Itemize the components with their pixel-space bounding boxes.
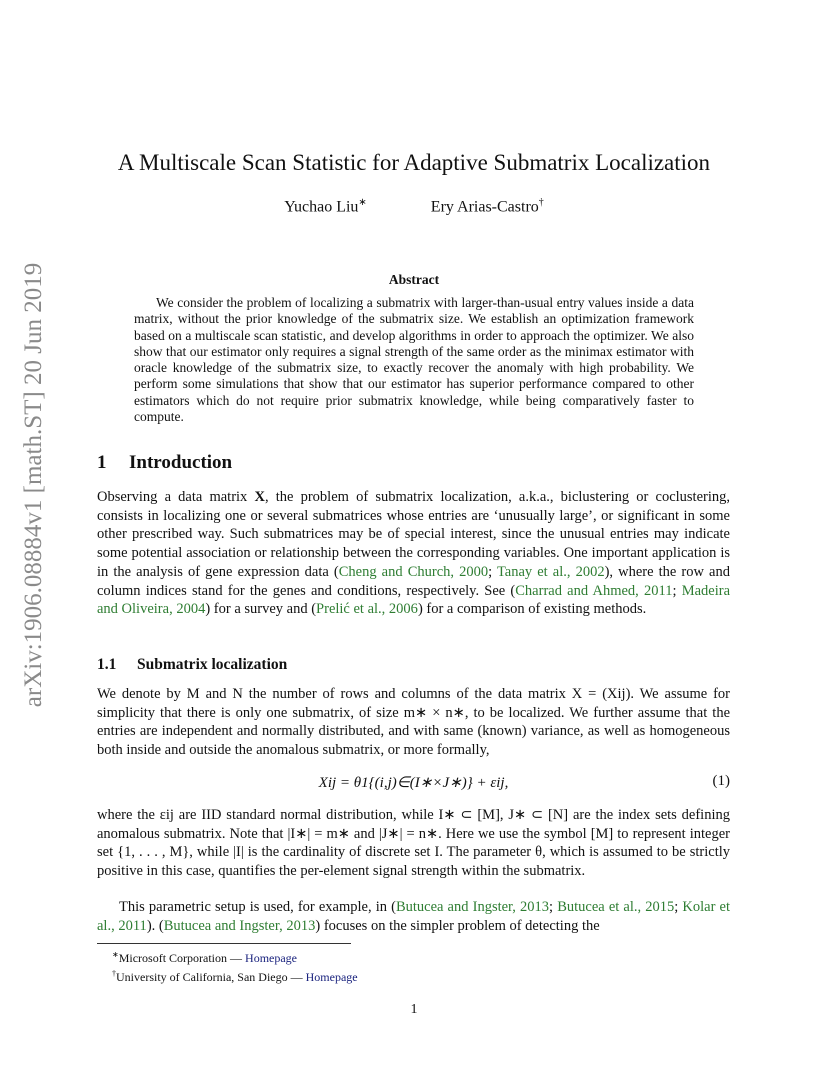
model-paragraph: We denote by M and N the number of rows and columns of the data matrix X = (Xij). We assume for simplicity that there is only one submatrix, of size m∗ × n∗, to be localized. We further assume that the entries are independent and normally distributed, and with same (known) variance, as well as homogeneous both inside and outside the anomalous submatrix, or more formally, [97, 686, 730, 759]
page-number: 1 [410, 1002, 418, 1017]
footnote [112, 947, 358, 966]
equation-formula: Xij = θ1{(i,j)∈(I∗×J∗)} + εij, [318, 775, 509, 791]
homepage-link[interactable]: Homepage [305, 970, 358, 984]
author-name: Yuchao Liu [284, 198, 359, 216]
text-run: ; [488, 563, 497, 580]
author-mark: † [538, 197, 544, 208]
abstract-heading: Abstract [388, 272, 440, 287]
text-run: ) focuses on the simpler problem of detecting the [315, 917, 600, 934]
equation-number: (1) [712, 773, 730, 789]
text-run: ; [672, 582, 682, 599]
citation-link[interactable]: Butucea and Ingster, 2013 [163, 917, 316, 934]
setup-paragraph [97, 898, 730, 935]
text-run: Observing a data matrix [97, 489, 255, 505]
footnote-affiliation: University of California, San Diego — [116, 970, 306, 984]
author [431, 197, 544, 216]
citation-link[interactable]: Kolar et al., 2011 [97, 899, 731, 934]
author-list [0, 197, 828, 216]
section-number: 1 [97, 452, 107, 473]
author-mark: ∗ [358, 197, 367, 208]
footnote-mark: † [112, 969, 116, 978]
paper-title: A Multiscale Scan Statistic for Adaptive Submatrix Localization [117, 150, 711, 175]
author [284, 197, 367, 216]
text-run: ) for a comparison of existing methods. [417, 601, 647, 618]
citation-link[interactable]: Charrad and Ahmed, 2011 [515, 582, 673, 599]
abstract-text: We consider the problem of localizing a submatrix with larger-than-usual entry values inside a data matrix, without the prior knowledge of the submatrix size. We establish an optimization framework based on a multiscale scan statistic, and develop algorithms in order to approach the optimizer. We also show that our estimator only requires a signal strength of the same order as the minimax estimator with oracle knowledge of the submatrix size, to exactly recover the anomaly with high probability. We perform some simulations that show that our estimator has superior performance compared to other estimators which do not require prior submatrix knowledge, while being comparatively faster to compute. [134, 295, 694, 425]
text-run: ) for a survey and ( [205, 601, 317, 618]
citation-link[interactable]: Tanay et al., 2002 [496, 563, 605, 580]
footnote-divider [97, 943, 351, 944]
text-run: ; [674, 899, 683, 915]
footnote [112, 966, 358, 985]
arxiv-stamp [14, 262, 54, 708]
intro-paragraph [97, 488, 730, 619]
author-name: Ery Arias-Castro [430, 198, 539, 216]
text-run: This parametric setup is used, for example, in ( [119, 899, 396, 915]
citation-link[interactable]: Cheng and Church, 2000 [338, 563, 489, 580]
section-heading [97, 452, 232, 474]
footnote-mark: ∗ [112, 950, 119, 959]
definition-paragraph: where the εij are IID standard normal distribution, while I∗ ⊂ [M], J∗ ⊂ [N] are the index sets defining anomalous submatrix. Note that |I∗| = m∗ and |J∗| = n∗. Here we use the symbol [M] to represent integer set {1, . . . , M}, while |I| is the cardinality of discrete set I. The parameter θ, which is assumed to be strictly positive in this case, quantifies the per-element signal strength within the submatrix. [97, 807, 730, 880]
citation-link[interactable]: Madeira and Oliveira, 2004 [97, 582, 731, 618]
subsection-number: 1.1 [97, 656, 117, 673]
subsection-heading [97, 656, 287, 674]
subsection-title: Submatrix localization [137, 656, 288, 673]
citation-link[interactable]: Butucea and Ingster, 2013 [395, 899, 550, 915]
text-run: , the problem of submatrix localization, a.k.a., biclustering or coclustering, consists in localizing one or several submatrices whose entries are ‘unusually large’, or significant in some other prescribed way. Such submatrices may be of special interest, since the unusual entries may indicate some potential association or relationship between the corresponding variables. One important application is in the analysis of gene expression data ( [97, 489, 730, 580]
section-title: Introduction [129, 452, 233, 473]
text-run: ), where the row and column indices stand for the genes and conditions, respectively. See ( [97, 563, 730, 599]
footnotes [112, 947, 358, 985]
footnote-affiliation: Microsoft Corporation — [118, 951, 246, 965]
homepage-link[interactable]: Homepage [245, 951, 298, 965]
text-run: ; [549, 899, 558, 915]
text-run-bold: X [254, 489, 265, 505]
arxiv-stamp-text: arXiv:1906.08884v1 [math.ST] 20 Jun 2019 [20, 262, 48, 708]
citation-link[interactable]: Prelić et al., 2006 [316, 601, 418, 618]
citation-link[interactable]: Butucea et al., 2015 [557, 899, 675, 915]
text-run: ). ( [146, 917, 164, 934]
